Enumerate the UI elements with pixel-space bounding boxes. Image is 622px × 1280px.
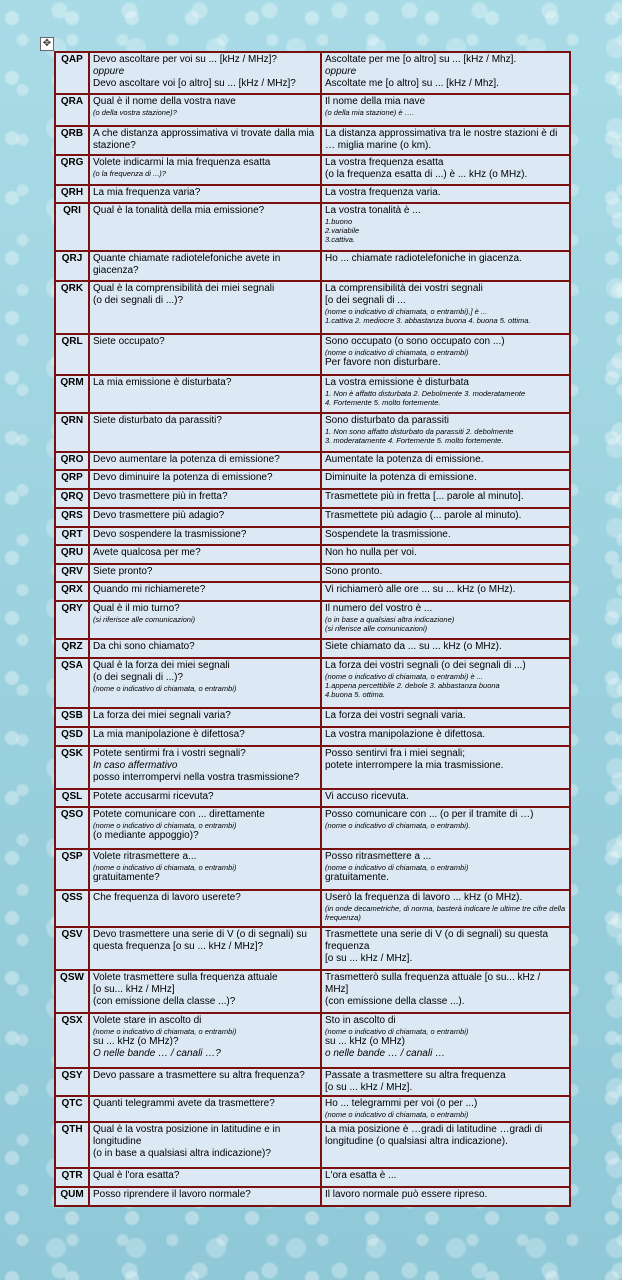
answer-line: (nome o indicativo di chiamata, o entrambi) <box>325 1110 469 1119</box>
question-cell <box>89 1068 321 1096</box>
question-line: Devo trasmettere più adagio? <box>93 510 225 521</box>
answer-line: Posso ritrasmettere a ... <box>325 851 432 862</box>
q-code-cell: QSO <box>55 807 89 849</box>
question-line: (o la frequenza di ...)? <box>93 169 166 178</box>
question-line: Devo trasmettere più in fretta? <box>93 491 228 502</box>
answer-cell <box>321 545 570 564</box>
answer-line: 1.cattiva 2. mediocre 3. abbastanza buona 4. buona 5. ottima. <box>325 316 531 325</box>
question-line: Devo trasmettere una serie di V (o di segnali) su questa frequenza [o su ... kHz / MHz]? <box>93 929 307 952</box>
question-cell <box>89 1168 321 1187</box>
question-cell <box>89 52 321 94</box>
answer-line: (o la frequenza esatta di ...) è ... kHz (o MHz). <box>325 169 528 180</box>
question-cell <box>89 155 321 185</box>
q-code-cell: QRV <box>55 564 89 582</box>
question-line: Volete trasmettere sulla frequenza attuale <box>93 972 278 983</box>
answer-cell <box>321 807 570 849</box>
question-line: Volete stare in ascolto di <box>93 1015 202 1026</box>
answer-cell <box>321 601 570 639</box>
answer-cell <box>321 1013 570 1068</box>
answer-cell <box>321 708 570 727</box>
question-cell <box>89 185 321 203</box>
q-code-cell: QSP <box>55 849 89 890</box>
table-row <box>55 375 570 413</box>
question-cell <box>89 203 321 251</box>
answer-line: (o della mia stazione) è …. <box>325 108 415 117</box>
question-line: A che distanza approssimativa vi trovate dalla mia stazione? <box>93 128 315 151</box>
question-line: [o su... kHz / MHz] <box>93 984 175 995</box>
question-line: Volete ritrasmettere a... <box>93 851 197 862</box>
question-line: su ... kHz (o MHz)? <box>93 1036 179 1047</box>
question-line: (o mediante appoggio)? <box>93 830 199 841</box>
q-code-cell: QRH <box>55 185 89 203</box>
question-cell <box>89 746 321 789</box>
question-line: Siete occupato? <box>93 336 165 347</box>
question-line: (o in base a qualsiasi altra indicazione)? <box>93 1148 271 1159</box>
table-row <box>55 185 570 203</box>
question-line: Da chi sono chiamato? <box>93 641 195 652</box>
answer-line: 4. Fortemente 5. molto fortemente. <box>325 398 441 407</box>
answer-line: Siete chiamato da ... su ... kHz (o MHz). <box>325 641 502 652</box>
q-code-cell: QRX <box>55 582 89 601</box>
question-line: Devo ascoltare per voi su ... [kHz / MHz]? <box>93 54 277 65</box>
question-cell <box>89 927 321 970</box>
question-line: La mia emissione è disturbata? <box>93 377 232 388</box>
answer-line: potete interrompere la mia trasmissione. <box>325 760 504 771</box>
q-code-cell: QRI <box>55 203 89 251</box>
question-line: Devo diminuire la potenza di emissione? <box>93 472 273 483</box>
answer-cell <box>321 94 570 126</box>
answer-cell <box>321 203 570 251</box>
question-cell <box>89 601 321 639</box>
answer-line: (nome o indicativo di chiamata, o entrambi) <box>325 863 469 872</box>
table-row <box>55 890 570 927</box>
table-row <box>55 807 570 849</box>
question-cell <box>89 1096 321 1122</box>
question-line: La mia frequenza varia? <box>93 187 201 198</box>
q-code-cell: QSV <box>55 927 89 970</box>
question-line: Che frequenza di lavoro userete? <box>93 892 241 903</box>
question-cell <box>89 1187 321 1206</box>
question-line: (o dei segnali di ...)? <box>93 295 184 306</box>
q-code-cell: QAP <box>55 52 89 94</box>
answer-line: Non ho nulla per voi. <box>325 547 417 558</box>
question-line: Qual è l'ora esatta? <box>93 1170 180 1181</box>
answer-line: Sospendete la trasmissione. <box>325 529 451 540</box>
answer-cell <box>321 334 570 375</box>
question-line: Devo aumentare la potenza di emissione? <box>93 454 280 465</box>
question-line: Posso riprendere il lavoro normale? <box>93 1189 251 1200</box>
table-row <box>55 1013 570 1068</box>
question-line: (nome o indicativo di chiamata, o entrambi) <box>93 863 237 872</box>
q-code-cell: QSL <box>55 789 89 807</box>
answer-line: Per favore non disturbare. <box>325 357 441 368</box>
table-row <box>55 203 570 251</box>
answer-line: Diminuite la potenza di emissione. <box>325 472 477 483</box>
question-line: posso interrompervi nella vostra trasmissione? <box>93 772 300 783</box>
answer-line: Ho ... chiamate radiotelefoniche in giacenza. <box>325 253 522 264</box>
question-line: La mia manipolazione è difettosa? <box>93 729 245 740</box>
answer-cell <box>321 375 570 413</box>
table-row <box>55 927 570 970</box>
table-row <box>55 545 570 564</box>
question-line: Devo sospendere la trasmissione? <box>93 529 247 540</box>
answer-cell <box>321 639 570 658</box>
question-line: Avete qualcosa per me? <box>93 547 201 558</box>
table-row <box>55 508 570 527</box>
q-code-cell: QRP <box>55 470 89 489</box>
answer-cell <box>321 727 570 746</box>
answer-line: La vostra frequenza esatta <box>325 157 444 168</box>
answer-cell <box>321 746 570 789</box>
q-code-cell: QRU <box>55 545 89 564</box>
answer-cell <box>321 1122 570 1168</box>
question-line: Devo passare a trasmettere su altra frequenza? <box>93 1070 305 1081</box>
question-line: Potete sentirmi fra i vostri segnali? <box>93 748 246 759</box>
answer-cell <box>321 281 570 334</box>
answer-line: Userò la frequenza di lavoro ... kHz (o MHz). <box>325 892 523 903</box>
answer-line: Trasmettete più in fretta [... parole al minuto]. <box>325 491 524 502</box>
q-code-cell: QTC <box>55 1096 89 1122</box>
question-line: Volete indicarmi la mia frequenza esatta <box>93 157 271 168</box>
answer-line: La forza dei vostri segnali (o dei segnali di ...) <box>325 660 526 671</box>
question-cell <box>89 890 321 927</box>
question-cell <box>89 582 321 601</box>
answer-cell <box>321 126 570 155</box>
question-line: (con emissione della classe ...)? <box>93 996 236 1007</box>
q-code-cell: QRG <box>55 155 89 185</box>
answer-line: Posso sentirvi fra i miei segnali; <box>325 748 466 759</box>
question-cell <box>89 489 321 508</box>
question-cell <box>89 281 321 334</box>
q-code-cell: QSA <box>55 658 89 708</box>
question-line: Quanti telegrammi avete da trasmettere? <box>93 1098 275 1109</box>
question-line: Quante chiamate radiotelefoniche avete in giacenza? <box>93 253 281 276</box>
answer-line: (nome o indicativo di chiamata, o entrambi),] è ... <box>325 307 488 316</box>
answer-line: Sono pronto. <box>325 566 383 577</box>
answer-line: (nome o indicativo di chiamata, o entrambi) è ... <box>325 672 483 681</box>
question-cell <box>89 126 321 155</box>
q-code-cell: QRO <box>55 452 89 470</box>
table-row <box>55 52 570 94</box>
answer-cell <box>321 1068 570 1096</box>
answer-cell <box>321 452 570 470</box>
question-cell <box>89 508 321 527</box>
table-row <box>55 281 570 334</box>
answer-line: Ascoltate per me [o altro] su ... [kHz / Mhz]. <box>325 54 517 65</box>
answer-line: oppure <box>325 66 357 77</box>
answer-line: Sono disturbato da parassiti <box>325 415 449 426</box>
question-cell <box>89 789 321 807</box>
answer-cell <box>321 658 570 708</box>
answer-line: (con emissione della classe ...). <box>325 996 465 1007</box>
answer-line: Posso comunicare con ... (o per il tramite di …) <box>325 809 534 820</box>
q-code-cell: QSK <box>55 746 89 789</box>
question-cell <box>89 639 321 658</box>
answer-cell <box>321 927 570 970</box>
table-row <box>55 970 570 1013</box>
table-row <box>55 470 570 489</box>
q-code-table-body <box>55 52 570 1206</box>
answer-cell <box>321 155 570 185</box>
answer-line: 1.buono <box>325 217 353 226</box>
table-row <box>55 746 570 789</box>
answer-cell <box>321 890 570 927</box>
q-code-cell: QRK <box>55 281 89 334</box>
q-code-cell: QTR <box>55 1168 89 1187</box>
q-code-cell: QUM <box>55 1187 89 1206</box>
question-cell <box>89 807 321 849</box>
q-code-cell: QRZ <box>55 639 89 658</box>
question-cell <box>89 1122 321 1168</box>
question-cell <box>89 1013 321 1068</box>
answer-line: Il nome della mia nave <box>325 96 426 107</box>
question-line: Devo ascoltare voi [o altro] su ... [kHz / MHz]? <box>93 78 296 89</box>
answer-cell <box>321 527 570 545</box>
table-row <box>55 601 570 639</box>
answer-cell <box>321 1168 570 1187</box>
table-row <box>55 658 570 708</box>
question-line: Siete pronto? <box>93 566 153 577</box>
table-row <box>55 94 570 126</box>
q-code-cell: QRT <box>55 527 89 545</box>
answer-cell <box>321 1187 570 1206</box>
answer-line: Sto in ascolto di <box>325 1015 396 1026</box>
question-cell <box>89 564 321 582</box>
answer-line: La forza dei vostri segnali varia. <box>325 710 466 721</box>
table-row <box>55 1068 570 1096</box>
question-line: La forza dei miei segnali varia? <box>93 710 231 721</box>
q-code-cell: QRS <box>55 508 89 527</box>
answer-line: Il numero del vostro è ... <box>325 603 433 614</box>
table-move-handle-icon[interactable]: ✥ <box>40 37 54 51</box>
question-cell <box>89 527 321 545</box>
question-line: (nome o indicativo di chiamata, o entrambi) <box>93 1027 237 1036</box>
answer-line: 1. Non è affatto disturbata 2. Debolmente 3. moderatamente <box>325 389 526 398</box>
question-cell <box>89 545 321 564</box>
question-line: Potete comunicare con ... direttamente <box>93 809 265 820</box>
answer-cell <box>321 52 570 94</box>
question-cell <box>89 251 321 281</box>
answer-line: La vostra manipolazione è difettosa. <box>325 729 486 740</box>
table-row <box>55 126 570 155</box>
table-row <box>55 582 570 601</box>
answer-line: 3.cattiva. <box>325 235 356 244</box>
answer-cell <box>321 564 570 582</box>
question-line: (nome o indicativo di chiamata, o entrambi) <box>93 821 237 830</box>
answer-line: Aumentate la potenza di emissione. <box>325 454 484 465</box>
answer-cell <box>321 1096 570 1122</box>
question-cell <box>89 658 321 708</box>
answer-cell <box>321 970 570 1013</box>
question-line: (o dei segnali di ...)? <box>93 672 184 683</box>
question-cell <box>89 375 321 413</box>
table-row <box>55 452 570 470</box>
question-line: Qual è la tonalità della mia emissione? <box>93 205 265 216</box>
question-line: Qual è il nome della vostra nave <box>93 96 236 107</box>
question-line: (si riferisce alle comunicazioni) <box>93 615 196 624</box>
q-code-cell: QRL <box>55 334 89 375</box>
q-code-cell: QSW <box>55 970 89 1013</box>
answer-line: Sono occupato (o sono occupato con ...) <box>325 336 505 347</box>
answer-line: La vostra tonalità è ... <box>325 205 421 216</box>
answer-line: 1. Non sono affatto disturbato da parassiti 2. debolmente <box>325 427 514 436</box>
table-row <box>55 789 570 807</box>
question-line: (nome o indicativo di chiamata, o entrambi) <box>93 684 237 693</box>
table-row <box>55 334 570 375</box>
q-code-cell: QRY <box>55 601 89 639</box>
question-cell <box>89 413 321 452</box>
answer-line: L'ora esatta è ... <box>325 1170 397 1181</box>
answer-line: 2.variabile <box>325 226 360 235</box>
answer-cell <box>321 185 570 203</box>
answer-cell <box>321 789 570 807</box>
table-row <box>55 413 570 452</box>
question-line: Qual è la comprensibilità dei miei segnali <box>93 283 275 294</box>
answer-line: Ascoltate me [o altro] su ... [kHz / Mhz]. <box>325 78 499 89</box>
answer-line: (o in base a qualsiasi altra indicazione) <box>325 615 455 624</box>
question-cell <box>89 708 321 727</box>
question-cell <box>89 452 321 470</box>
question-line: O nelle bande … / canali …? <box>93 1048 221 1059</box>
question-cell <box>89 970 321 1013</box>
q-code-cell: QSX <box>55 1013 89 1068</box>
table-row <box>55 251 570 281</box>
answer-line: Il lavoro normale può essere ripreso. <box>325 1189 488 1200</box>
answer-cell <box>321 413 570 452</box>
table-row <box>55 708 570 727</box>
answer-line: La distanza approssimativa tra le nostre stazioni è di … miglia marine (o km). <box>325 128 558 151</box>
answer-line: Passate a trasmettere su altra frequenza <box>325 1070 506 1081</box>
q-code-cell: QRJ <box>55 251 89 281</box>
answer-line: (si riferisce alle comunicazioni) <box>325 624 428 633</box>
question-line: Siete disturbato da parassiti? <box>93 415 222 426</box>
answer-line: (nome o indicativo di chiamata, o entrambi) <box>325 1027 469 1036</box>
answer-line: La comprensibilità dei vostri segnali <box>325 283 483 294</box>
answer-line: Vi richiamerò alle ore ... su ... kHz (o MHz). <box>325 584 516 595</box>
table-row <box>55 155 570 185</box>
q-code-cell: QRM <box>55 375 89 413</box>
answer-line: La vostra emissione è disturbata <box>325 377 469 388</box>
answer-cell <box>321 470 570 489</box>
answer-line: su ... kHz (o MHz) <box>325 1036 406 1047</box>
q-code-cell: QRQ <box>55 489 89 508</box>
answer-line: Ho ... telegrammi per voi (o per ...) <box>325 1098 478 1109</box>
question-cell <box>89 849 321 890</box>
table-row <box>55 849 570 890</box>
answer-line: Vi accuso ricevuta. <box>325 791 409 802</box>
question-line: gratuitamente? <box>93 872 160 883</box>
question-line: In caso affermativo <box>93 760 178 771</box>
answer-cell <box>321 582 570 601</box>
q-code-cell: QSY <box>55 1068 89 1096</box>
question-cell <box>89 727 321 746</box>
question-line: oppure <box>93 66 125 77</box>
table-row <box>55 489 570 508</box>
question-line: Potete accusarmi ricevuta? <box>93 791 214 802</box>
q-code-cell: QRA <box>55 94 89 126</box>
table-row <box>55 727 570 746</box>
question-line: (o della vostra stazione)? <box>93 108 177 117</box>
question-cell <box>89 334 321 375</box>
question-line: Qual è la vostra posizione in latitudine e in longitudine <box>93 1124 281 1147</box>
q-code-cell: QTH <box>55 1122 89 1168</box>
table-row <box>55 639 570 658</box>
question-cell <box>89 94 321 126</box>
question-line: Quando mi richiamerete? <box>93 584 206 595</box>
answer-line: 1.appena percettibile 2. debole 3. abbastanza buona <box>325 681 500 690</box>
answer-cell <box>321 489 570 508</box>
table-row <box>55 1187 570 1206</box>
answer-line: 3. moderatamente 4. Fortemente 5. molto fortemente. <box>325 436 504 445</box>
answer-line: [o dei segnali di ... <box>325 295 406 306</box>
answer-cell <box>321 508 570 527</box>
answer-line: (nome o indicativo di chiamata, o entrambi). <box>325 821 471 830</box>
table-row <box>55 1096 570 1122</box>
q-code-cell: QRB <box>55 126 89 155</box>
q-code-cell: QRN <box>55 413 89 452</box>
answer-line: (in onde decametriche, di norma, basterà indicare le ultime tre cifre della frequenza) <box>325 904 566 922</box>
table-row <box>55 527 570 545</box>
answer-line: La vostra frequenza varia. <box>325 187 441 198</box>
answer-line: Trasmettete più adagio (... parole al minuto). <box>325 510 522 521</box>
answer-cell <box>321 251 570 281</box>
answer-cell <box>321 849 570 890</box>
table-row <box>55 564 570 582</box>
answer-line: Trasmetterò sulla frequenza attuale [o su... kHz / MHz] <box>325 972 541 995</box>
answer-line: Trasmettete una serie di V (o di segnali) su questa frequenza <box>325 929 549 952</box>
table-row <box>55 1122 570 1168</box>
table-row <box>55 1168 570 1187</box>
question-cell <box>89 470 321 489</box>
question-line: Qual è il mio turno? <box>93 603 180 614</box>
question-line: Qual è la forza dei miei segnali <box>93 660 230 671</box>
answer-line: 4.buona 5. ottima. <box>325 690 386 699</box>
q-code-cell: QSB <box>55 708 89 727</box>
answer-line: La mia posizione è …gradi di latitudine …gradi di longitudine (o qualsiasi altra indicazione). <box>325 1124 543 1147</box>
q-code-cell: QSS <box>55 890 89 927</box>
q-code-cell: QSD <box>55 727 89 746</box>
answer-line: (nome o indicativo di chiamata, o entrambi) <box>325 348 469 357</box>
answer-line: [o su ... kHz / MHz]. <box>325 953 413 964</box>
q-code-table <box>54 51 571 1207</box>
answer-line: [o su ... kHz / MHz]. <box>325 1082 413 1093</box>
answer-line: gratuitamente. <box>325 872 389 883</box>
answer-line: o nelle bande … / canali … <box>325 1048 446 1059</box>
